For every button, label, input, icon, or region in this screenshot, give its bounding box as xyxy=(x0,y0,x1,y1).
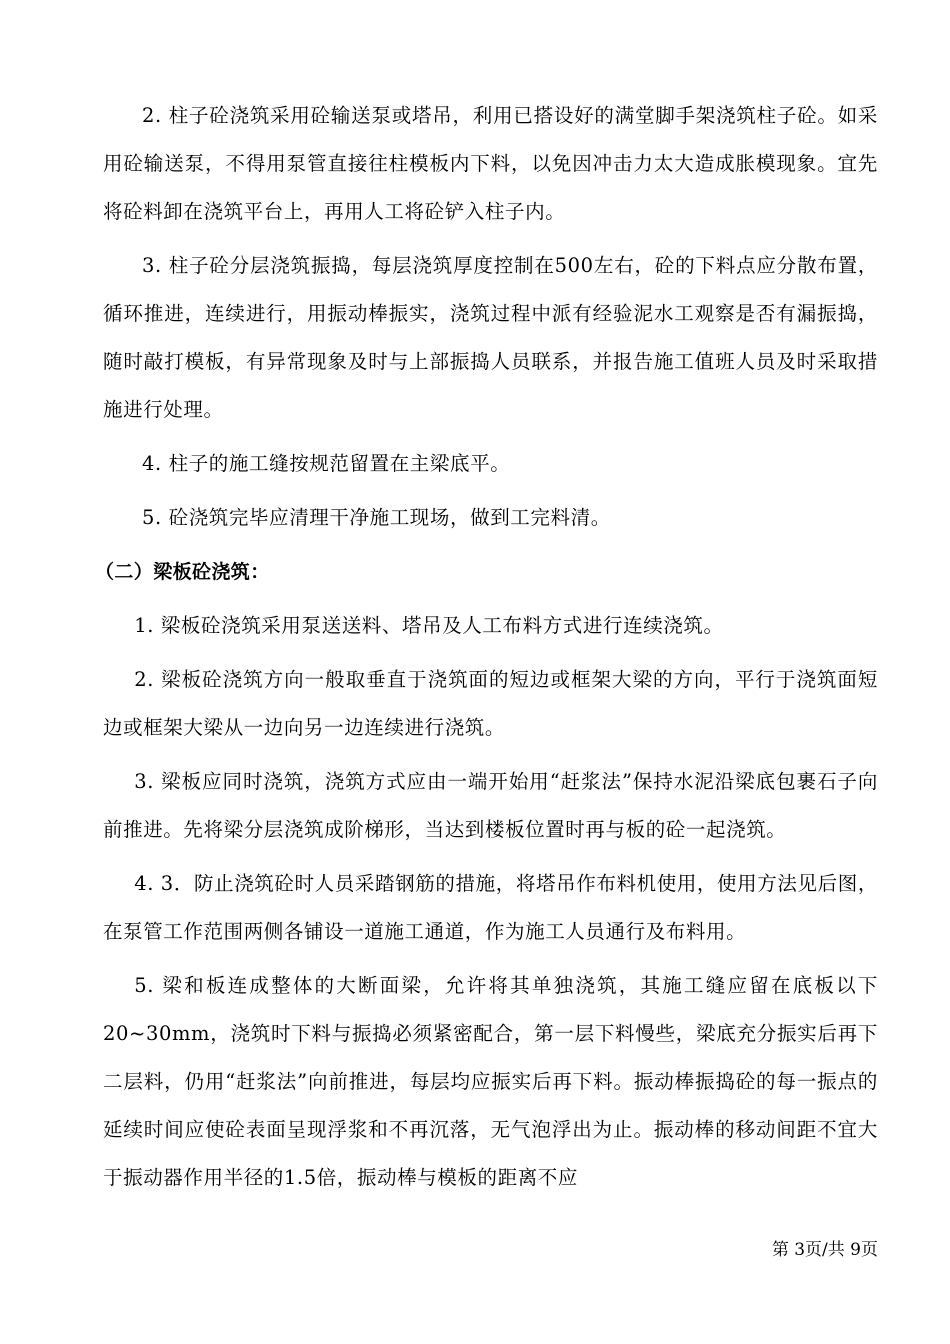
paragraph-column-construction-joint: 4. 柱子的施工缝按规范留置在主梁底平。 xyxy=(142,452,511,475)
paragraph-beam-slab-pumping: 1. 梁板砼浇筑采用泵送送料、塔吊及人工布料方式进行连续浇筑。 xyxy=(134,614,724,637)
page-number-footer: 第 3页/共 9页 xyxy=(771,1240,878,1260)
paragraph-beam-slab-direction: 2. 梁板砼浇筑方向一般取垂直于浇筑面的短边或框架大梁的方向，平行于浇筑面短边或框架大梁从一边向另一边连续进行浇筑。 xyxy=(103,668,878,739)
paragraph-large-section-beam: 5. 梁和板连成整体的大断面梁，允许将其单独浇筑，其施工缝应留在底板以下20~30mm，浇筑时下料与振捣必须紧密配合，第一层下料慢些，梁底充分振实后再下二层料，仍用“赶浆法”向前推进，每层均应振实后再下料。振动棒振捣砼的每一振点的延续时间应使砼表面呈现浮浆和不再沉落，无气泡浮出为止。振动棒的移动间距不宜大于振动器作用半径的1.5倍，振动棒与模板的距离不应 xyxy=(103,974,878,1189)
section-heading-beam-slab: （二）梁板砼浇筑： xyxy=(95,561,270,583)
document-body xyxy=(95,92,878,1202)
paragraph-site-cleanup: 5. 砼浇筑完毕应清理干净施工现场，做到工完料清。 xyxy=(142,506,611,529)
paragraph-column-pouring-method: 2. 柱子砼浇筑采用砼输送泵或塔吊，利用已搭设好的满堂脚手架浇筑柱子砼。如采用砼输送泵，不得用泵管直接往柱模板内下料，以免因冲击力太大造成胀模现象。宜先将砼料卸在浇筑平台上，再用人工将砼铲入柱子内。 xyxy=(103,104,878,223)
paragraph-beam-slab-simultaneous: 3. 梁板应同时浇筑，浇筑方式应由一端开始用“赶浆法”保持水泥沿梁底包裹石子向前推进。先将梁分层浇筑成阶梯形，当达到楼板位置时再与板的砼一起浇筑。 xyxy=(103,770,878,841)
paragraph-column-layered-vibration: 3. 柱子砼分层浇筑振捣，每层浇筑厚度控制在500左右，砼的下料点应分散布置，循环推进，连续进行，用振动棒振实，浇筑过程中派有经验泥水工观察是否有漏振捣，随时敲打模板，有异常现象及时与上部振捣人员联系，并报告施工值班人员及时采取措施进行处理。 xyxy=(103,254,878,421)
paragraph-rebar-protection: 4. 3．防止浇筑砼时人员采踏钢筋的措施，将塔吊作布料机使用，使用方法见后图，在泵管工作范围两侧各铺设一道施工通道，作为施工人员通行及布料用。 xyxy=(103,872,878,943)
